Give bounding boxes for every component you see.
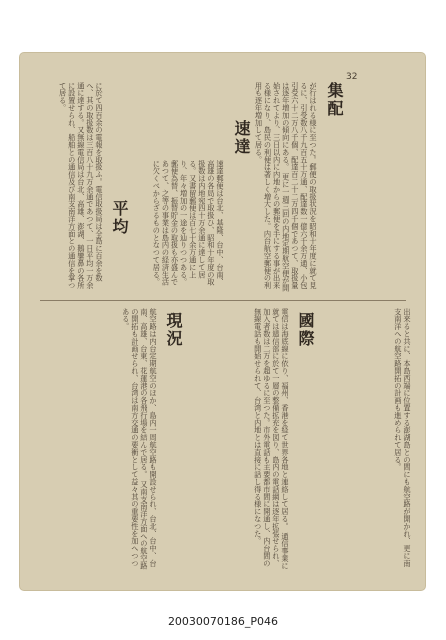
text-bottom-right: 出来ると共に、本島西端に位置する澎湖島との間にも航空路が開かれ、更に南支南洋への航空路開拓の計画も進められて居る。 bbox=[393, 308, 412, 567]
heading-sokutatsu: 速達 bbox=[232, 120, 251, 156]
text-heikin: に於て四百余の電報を取扱ふ。電信取扱局は全島に百余を数へ、其の取扱数は三百八十九万余通であつて、一日平均一万余通に達する。又無線電信局は台北、高雄、澎湖、鵝鑾鼻の各所に設置せられ、船舶との通信及び南支南洋方面との通信を掌つて居る。 bbox=[58, 82, 104, 290]
heading-genkan: 現況 bbox=[164, 312, 183, 348]
page-number: 32 bbox=[346, 72, 358, 82]
section-divider bbox=[40, 300, 406, 301]
text-kokusai: 電信は海底線に依り、福州、香港を経て世界各地と連絡して居る。 通信事業に就ては逓信部に於て一層の整備拡充を図り、島内の電話網は逐年拡張せられ、加入者数は二万を超ゆるに至つた。市外電話も主要都市間に開通し、内台間の無線電話も開始せられて、台湾と内地とは直接に話し得る様になつた。 bbox=[253, 308, 290, 570]
heading-heikin: 平均 bbox=[110, 200, 129, 236]
image-caption: 20030070186_P046 bbox=[167, 615, 279, 628]
text-genkan: 航空路は内台定期航空のほか、島内一周航空路も開設せられ、台北、台中、台南、高雄、台東、花蓮港の各飛行場を結んで居る。 又南支南洋方面への航空路の開拓も計画せられ、台湾は南方交通の要衝として益々其の重要性を加へつつある。 bbox=[121, 308, 158, 570]
heading-shuhai: 集配 bbox=[325, 82, 344, 118]
heading-kokusai: 國際 bbox=[296, 312, 315, 348]
text-shuhai: が行はれる様に至つた。郵便の取扱状況を昭和十年度に就て見るに、引受数八千九百五十万通、配達数一億六千余万通、小包引受六十二万八千個、配達百二十二万四千個であつて、取扱量は逐年増加の傾向にある。 更に一週三回の内地定期航空便が開始されてより、三日以内に内地からの郵便を手にする事が出来る様になり、島民の利便は著しく増大した。内台航空郵便の利用も逐年増加して居る。 bbox=[254, 82, 318, 292]
text-sokutatsu: 速達郵便は台北、基隆、台中、台南、高雄の各局で取扱ひ、昭和十年度の取扱数は内地宛四十万余通に達して居る。又書留郵便は百七十余万通に上り、年々増加の一途を辿りつつある。 郵便為替、振替貯金の取扱も亦盛んであつて、之等の事業は島内の経済生活に欠くべからざるものとなつて居る。 bbox=[152, 160, 225, 286]
